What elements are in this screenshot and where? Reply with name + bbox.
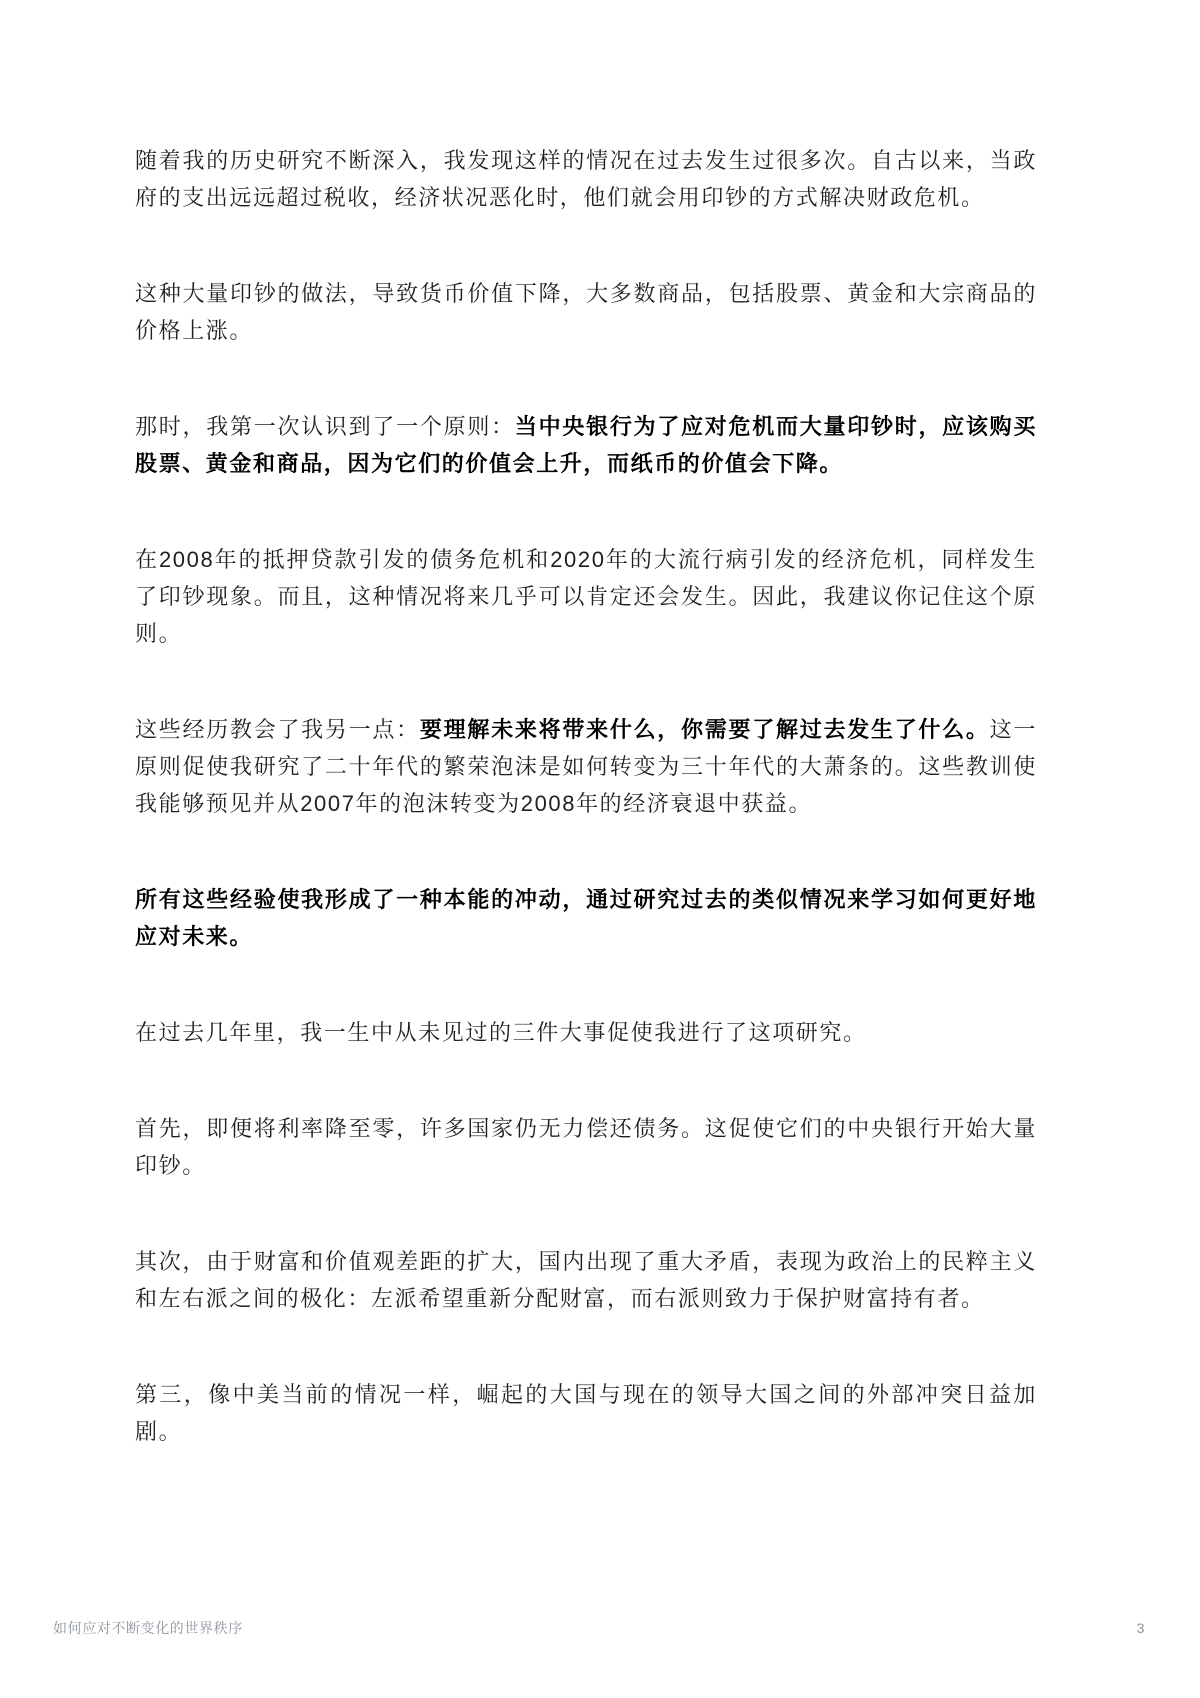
text-segment: 其次，由于财富和价值观差距的扩大，国内出现了重大矛盾，表现为政治上的民粹主义和左右派之间的极化：左派希望重新分配财富，而右派则致力于保护财富持有者。: [135, 1249, 1037, 1311]
text-segment: 这种大量印钞的做法，导致货币价值下降，大多数商品，包括股票、黄金和大宗商品的价格上涨。: [135, 281, 1037, 343]
text-segment: 在2008年的抵押贷款引发的债务危机和2020年的大流行病引发的经济危机，同样发生了印钞现象。而且，这种情况将来几乎可以肯定还会发生。因此，我建议你记住这个原则。: [135, 547, 1037, 646]
paragraph: [135, 1110, 1037, 1184]
paragraph: [135, 881, 1037, 955]
text-segment: 这一原则促使我研究了二十年代的繁荣泡沫是如何转变为三十年代的大萧条的。这些教训使我能够预见并从2007年的泡沫转变为2008年的经济衰退中获益。: [135, 717, 1038, 816]
text-segment: 随着我的历史研究不断深入，我发现这样的情况在过去发生过很多次。自古以来，当政府的支出远远超过税收，经济状况恶化时，他们就会用印钞的方式解决财政危机。: [135, 148, 1037, 210]
bold-text-segment: 当中央银行为了应对危机而大量印钞时，应该购买股票、黄金和商品，因为它们的价值会上升，而纸币的价值会下降。: [135, 414, 1038, 476]
paragraph: [135, 711, 1037, 822]
bold-text-segment: 所有这些经验使我形成了一种本能的冲动，通过研究过去的类似情况来学习如何更好地应对未来。: [135, 887, 1037, 949]
footer-page-number: 3: [1136, 1620, 1145, 1636]
footer-book-title: 如何应对不断变化的世界秩序: [53, 1620, 243, 1636]
paragraph: [135, 541, 1037, 652]
paragraph: [135, 142, 1037, 216]
paragraph: [135, 1376, 1037, 1450]
text-segment: 首先，即便将利率降至零，许多国家仍无力偿还债务。这促使它们的中央银行开始大量印钞。: [135, 1116, 1037, 1178]
page-body: [135, 142, 1037, 1509]
text-segment: 在过去几年里，我一生中从未见过的三件大事促使我进行了这项研究。: [135, 1020, 867, 1045]
paragraph: [135, 275, 1037, 349]
paragraph: [135, 1014, 1037, 1051]
paragraph: [135, 1243, 1037, 1317]
text-segment: 这些经历教会了我另一点：: [135, 717, 420, 742]
page-footer: [53, 1618, 1145, 1638]
text-segment: 那时，我第一次认识到了一个原则：: [135, 414, 515, 439]
bold-text-segment: 要理解未来将带来什么，你需要了解过去发生了什么。: [419, 717, 990, 742]
text-segment: 第三，像中美当前的情况一样，崛起的大国与现在的领导大国之间的外部冲突日益加剧。: [135, 1382, 1037, 1444]
paragraph: [135, 408, 1037, 482]
